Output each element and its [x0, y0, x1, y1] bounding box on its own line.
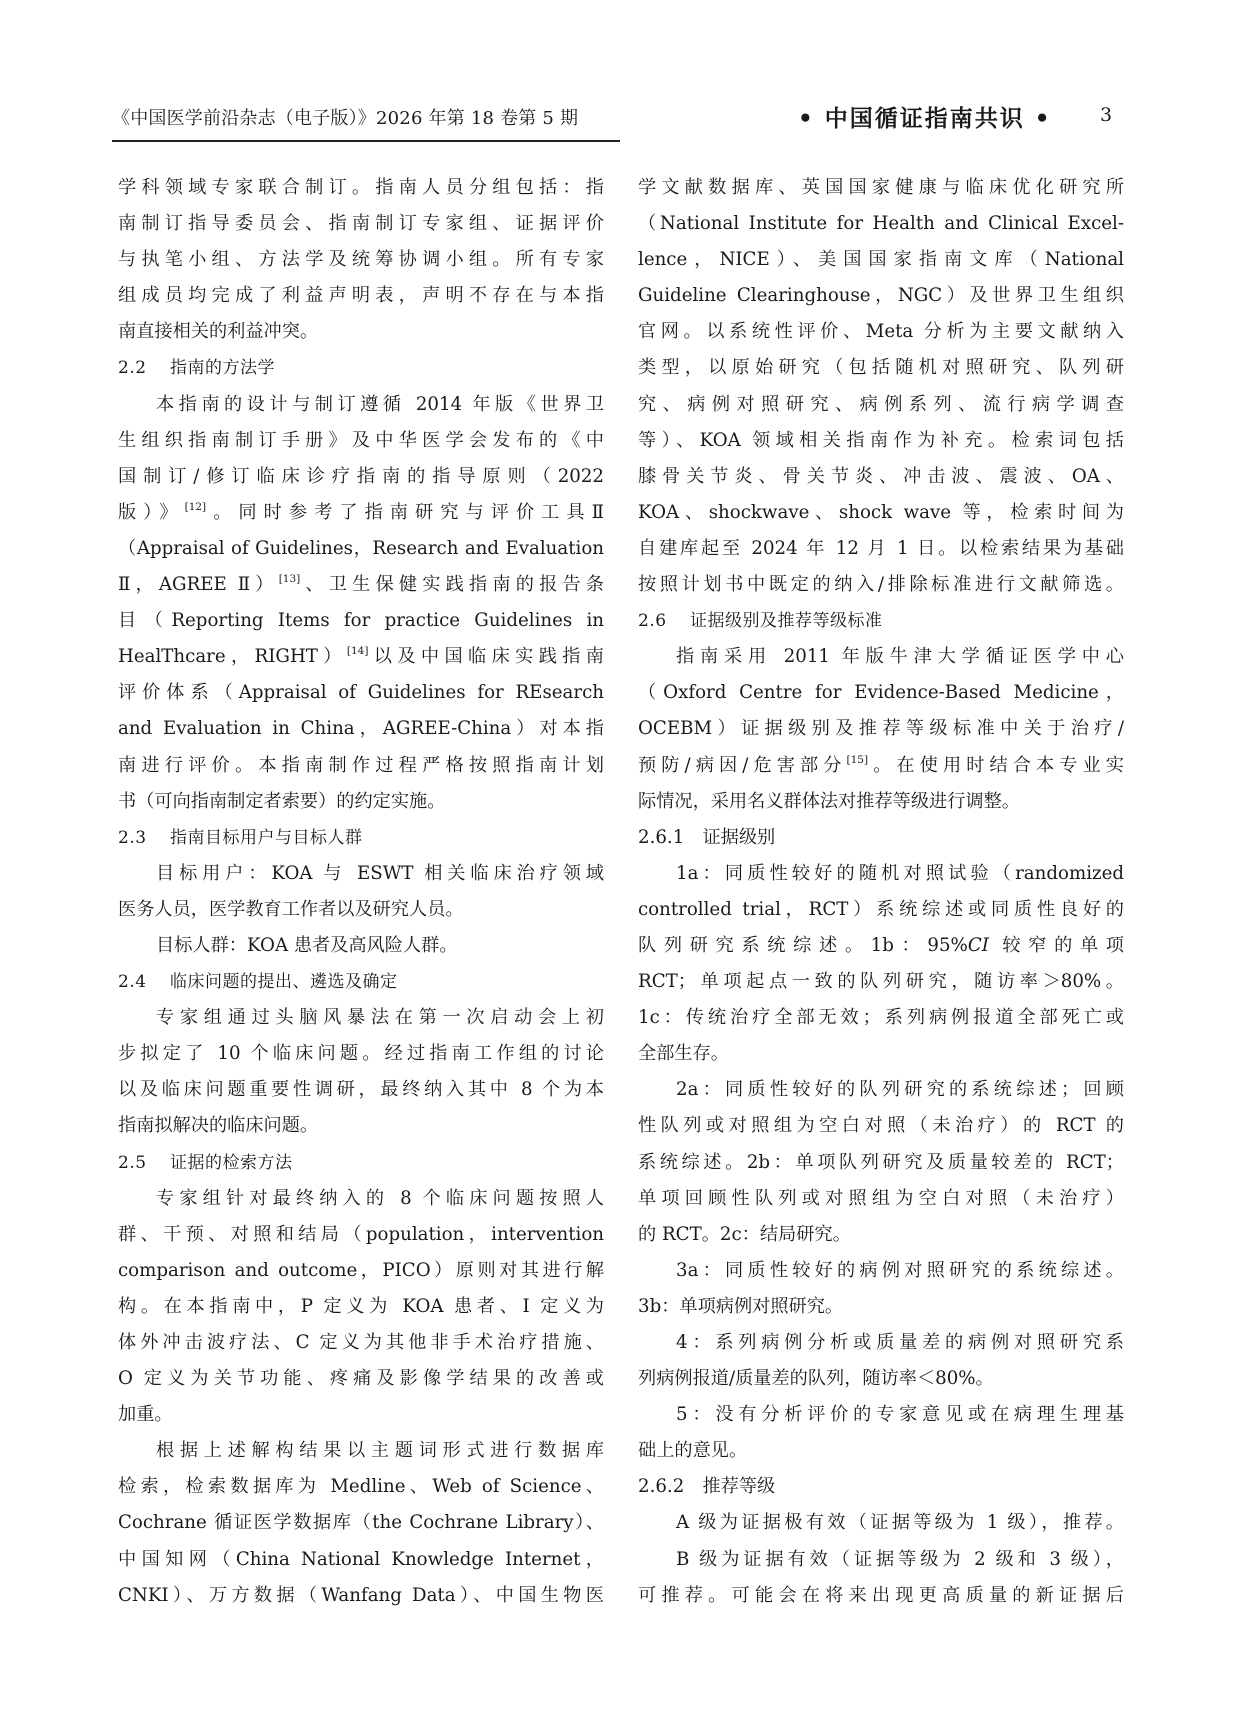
text-line — [638, 1181, 1124, 1217]
line-text: 加重。 — [118, 1404, 173, 1426]
text-line — [638, 459, 1124, 495]
line-text: 专家组通过头脑风暴法在第一次启动会上初 — [156, 1007, 604, 1029]
citation-reference: [13] — [278, 573, 301, 586]
text-line — [118, 1036, 604, 1072]
line-text: 根据上述解构结果以主题词形式进行数据库 — [156, 1440, 604, 1462]
line-text: （National Institute for Health and Clinical Excel- — [638, 213, 1124, 235]
text-line — [118, 784, 604, 820]
text-line — [638, 1578, 1124, 1614]
text-line — [638, 675, 1124, 711]
line-text: 生组织指南制订手册》及中华医学会发布的《中 — [118, 429, 604, 451]
section-number: 2.3 — [118, 827, 147, 848]
line-text: 学文献数据库、英国国家健康与临床优化研究所 — [638, 177, 1124, 198]
text-line — [638, 1217, 1124, 1253]
section-number: 2.6 — [638, 611, 667, 632]
line-text: 队列研究系统综述。1b：95% — [638, 934, 968, 956]
line-text: 可推荐。可能会在将来出现更高质量的新证据后 — [638, 1584, 1124, 1606]
line-text: controlled trial，RCT）系统综述或同质性良好的 — [638, 898, 1124, 920]
text-line — [638, 1433, 1124, 1469]
line-text: 类型，以原始研究（包括随机对照研究、队列研 — [638, 357, 1124, 379]
line-text: 书（可向指南制定者索要）的约定实施。 — [118, 790, 446, 812]
line-text: 的 RCT。2c：结局研究。 — [638, 1223, 851, 1245]
text-line — [118, 928, 604, 964]
text-line — [118, 1217, 604, 1253]
section-heading — [118, 350, 604, 386]
text-line — [638, 423, 1124, 459]
text-line — [638, 350, 1124, 386]
section-title: • 中国循证指南共识 • — [798, 106, 1052, 132]
line-text: 以及临床问题重要性调研，最终纳入其中 8 个为本 — [118, 1079, 604, 1101]
text-line — [638, 1145, 1124, 1181]
line-text: 性队列或对照组为空白对照（未治疗）的 RCT 的 — [638, 1115, 1124, 1137]
section-heading — [638, 603, 1124, 639]
line-text: Ⅱ，AGREE Ⅱ） — [118, 574, 279, 596]
text-line — [638, 170, 1124, 206]
line-text: comparison and outcome，PICO）原则对其进行解 — [118, 1259, 604, 1281]
text-line — [118, 1289, 604, 1325]
line-text: 评价体系（Appraisal of Guidelines for REsearch — [118, 682, 604, 704]
line-text: 按照计划书中既定的纳入/排除标准进行文献筛选。 — [638, 574, 1124, 596]
text-line — [118, 1505, 604, 1541]
text-line — [638, 820, 1124, 856]
line-text: 全部生存。 — [638, 1043, 729, 1065]
text-line — [118, 639, 604, 675]
text-line — [118, 567, 604, 603]
line-text: 中国知网（China National Knowledge Internet， — [118, 1548, 604, 1570]
line-text: 膝骨关节炎、骨关节炎、冲击波、震波、OA、 — [638, 465, 1124, 487]
section-heading — [118, 964, 604, 1000]
section-heading-text: 指南的方法学 — [170, 358, 275, 379]
section-heading-text: 证据级别及推荐等级标准 — [690, 611, 883, 632]
text-line — [118, 1469, 604, 1505]
text-line — [118, 603, 604, 639]
text-line — [638, 784, 1124, 820]
section-heading — [118, 1145, 604, 1181]
text-line — [118, 314, 604, 350]
line-text: 检索，检索数据库为 Medline、Web of Science、 — [118, 1476, 604, 1498]
line-text: 2a：同质性较好的队列研究的系统综述；回顾 — [676, 1079, 1124, 1101]
line-text-continued: 。同时参考了指南研究与评价工具Ⅱ — [206, 501, 604, 523]
text-line — [638, 1361, 1124, 1397]
line-text: 系统综述。2b：单项队列研究及质量较差的 RCT； — [638, 1151, 1124, 1173]
line-text-continued: 以及中国临床实践指南 — [368, 646, 604, 668]
text-line — [118, 387, 604, 423]
line-text: O 定义为关节功能、疼痛及影像学结果的改善或 — [118, 1368, 604, 1390]
line-text: 指南采用 2011 年版牛津大学循证医学中心 — [676, 646, 1124, 668]
line-text: 南直接相关的利益冲突。 — [118, 321, 319, 343]
text-line — [118, 1108, 604, 1144]
text-line — [638, 1253, 1124, 1289]
line-text-continued: 较窄的单项 — [988, 934, 1124, 956]
text-line — [638, 856, 1124, 892]
header-rule — [112, 140, 620, 142]
text-line — [638, 495, 1124, 531]
text-line — [118, 1433, 604, 1469]
line-text: lence，NICE）、美国国家指南文库（National — [638, 249, 1124, 271]
section-heading-text: 证据的检索方法 — [170, 1152, 293, 1173]
text-line — [118, 1253, 604, 1289]
line-text: KOA、shockwave、shock wave 等，检索时间为 — [638, 501, 1124, 523]
text-line — [118, 1325, 604, 1361]
line-text: 步拟定了 10 个临床问题。经过指南工作组的讨论 — [118, 1043, 604, 1065]
text-line — [118, 1397, 604, 1433]
line-text: CNKI）、万方数据（Wanfang Data）、中国生物医 — [118, 1584, 604, 1606]
line-text: 体外冲击波疗法、C 定义为其他非手术治疗措施、 — [118, 1332, 604, 1353]
text-line — [638, 1289, 1124, 1325]
line-text: 学科领域专家联合制订。指南人员分组包括：指 — [118, 177, 604, 198]
line-text: 官网。以系统性评价、Meta 分析为主要文献纳入 — [638, 321, 1124, 343]
section-number: 2.2 — [118, 358, 147, 379]
citation-reference: [12] — [184, 500, 207, 513]
line-text: 单项回顾性队列或对照组为空白对照（未治疗） — [638, 1187, 1124, 1209]
line-text: 专家组针对最终纳入的 8 个临床问题按照人 — [156, 1187, 604, 1209]
line-text: （Oxford Centre for Evidence-Based Medicine， — [638, 682, 1124, 704]
citation-reference: [14] — [346, 645, 369, 658]
text-line — [638, 1072, 1124, 1108]
line-text: 2.6.1 证据级别 — [638, 826, 776, 848]
text-line — [638, 1469, 1124, 1505]
text-line — [118, 278, 604, 314]
line-text: 群、干预、对照和结局（population，intervention — [118, 1223, 604, 1245]
text-line — [118, 675, 604, 711]
line-text-continued: 。在使用时结合本专业实 — [868, 754, 1124, 776]
text-line — [118, 1542, 604, 1578]
line-text: 本指南的设计与制订遵循 2014 年版《世界卫 — [156, 393, 604, 415]
line-text: 自建库起至 2024 年 12 月 1 日。以检索结果为基础 — [638, 537, 1124, 559]
line-text: 1a：同质性较好的随机对照试验（randomized — [676, 862, 1124, 884]
line-text: A 级为证据极有效（证据等级为 1 级），推荐。 — [676, 1512, 1124, 1534]
text-line — [638, 242, 1124, 278]
text-line — [638, 964, 1124, 1000]
line-text: B 级为证据有效（证据等级为 2 级和 3 级）， — [676, 1548, 1124, 1570]
line-text: 目（Reporting Items for practice Guidelines in — [118, 610, 604, 632]
line-text: 目标人群：KOA 患者及高风险人群。 — [156, 934, 458, 956]
citation-reference: [15] — [846, 753, 869, 766]
text-line — [118, 423, 604, 459]
text-line — [118, 206, 604, 242]
text-line — [118, 495, 604, 531]
right-column — [638, 170, 1124, 1614]
line-text: 2.6.2 推荐等级 — [638, 1476, 776, 1498]
line-text: 列病例报道/质量差的队列，随访率＜80%。 — [638, 1368, 994, 1390]
text-line — [118, 1000, 604, 1036]
text-line — [638, 1542, 1124, 1578]
text-line — [118, 748, 604, 784]
line-text: 等）、KOA 领域相关指南作为补充。检索词包括 — [638, 429, 1124, 451]
line-text: 际情况，采用名义群体法对推荐等级进行调整。 — [638, 790, 1020, 812]
line-text: 医务人员，医学教育工作者以及研究人员。 — [118, 898, 464, 920]
text-line — [638, 1108, 1124, 1144]
text-line — [638, 892, 1124, 928]
text-line — [638, 314, 1124, 350]
line-text: 1c：传统治疗全部无效；系列病例报道全部死亡或 — [638, 1007, 1124, 1029]
text-line — [118, 711, 604, 747]
text-line — [638, 1325, 1124, 1361]
line-text: 南进行评价。本指南制作过程严格按照指南计划 — [118, 754, 604, 776]
text-line — [638, 639, 1124, 675]
text-line — [118, 856, 604, 892]
text-line — [118, 1072, 604, 1108]
text-line — [118, 892, 604, 928]
text-line — [638, 531, 1124, 567]
text-line — [118, 459, 604, 495]
text-line — [118, 242, 604, 278]
line-text: 究、病例对照研究、病例系列、流行病学调查 — [638, 393, 1124, 415]
text-line — [638, 206, 1124, 242]
line-text-continued: 、卫生保健实践指南的报告条 — [300, 574, 604, 596]
line-text: 构。在本指南中，P 定义为 KOA 患者、I 定义为 — [118, 1295, 604, 1317]
line-text: 5：没有分析评价的专家意见或在病理生理基 — [676, 1404, 1124, 1426]
line-text: 预防/病因/危害部分 — [638, 754, 847, 776]
section-heading-text: 临床问题的提出、遴选及确定 — [170, 972, 398, 993]
line-text: 4：系列病例分析或质量差的病例对照研究系 — [676, 1332, 1124, 1353]
line-text: OCEBM）证据级别及推荐等级标准中关于治疗/ — [638, 718, 1124, 740]
text-line — [118, 1181, 604, 1217]
text-line — [638, 567, 1124, 603]
section-number: 2.5 — [118, 1152, 147, 1173]
text-line — [638, 711, 1124, 747]
line-text: 组成员均完成了利益声明表，声明不存在与本指 — [118, 285, 604, 307]
section-heading — [118, 820, 604, 856]
line-text: （Appraisal of Guidelines，Research and Evaluation — [118, 537, 604, 559]
text-line — [638, 748, 1124, 784]
text-line — [638, 1036, 1124, 1072]
line-text: 3a：同质性较好的病例对照研究的系统综述。 — [676, 1259, 1124, 1281]
line-text: 南制订指导委员会、指南制订专家组、证据评价 — [118, 213, 604, 235]
text-line — [638, 1397, 1124, 1433]
text-line — [638, 1000, 1124, 1036]
italic-term: CI — [967, 934, 989, 956]
line-text: HealThcare，RIGHT） — [118, 646, 347, 668]
line-text: 与执笔小组、方法学及统筹协调小组。所有专家 — [118, 249, 604, 271]
line-text: 版）》 — [118, 501, 185, 523]
running-header — [0, 0, 1241, 150]
line-text: and Evaluation in China，AGREE-China）对本指 — [118, 718, 604, 740]
text-line — [118, 531, 604, 567]
section-heading-text: 指南目标用户与目标人群 — [170, 827, 363, 848]
line-text: 指南拟解决的临床问题。 — [118, 1115, 319, 1137]
line-text: 目标用户：KOA 与 ESWT 相关临床治疗领域 — [156, 862, 604, 884]
text-line — [638, 1505, 1124, 1541]
line-text: Cochrane 循证医学数据库（the Cochrane Library）、 — [118, 1512, 604, 1534]
text-line — [638, 928, 1124, 964]
text-line — [118, 1361, 604, 1397]
line-text: 3b：单项病例对照研究。 — [638, 1295, 844, 1317]
journal-citation: 《中国医学前沿杂志（电子版）》2026 年第 18 卷第 5 期 — [112, 108, 579, 129]
text-line — [638, 278, 1124, 314]
left-column — [118, 170, 604, 1614]
text-line — [118, 1578, 604, 1614]
text-line — [118, 170, 604, 206]
line-text: 国制订/修订临床诊疗指南的指导原则（2022 — [118, 465, 604, 487]
line-text: Guideline Clearinghouse，NGC）及世界卫生组织 — [638, 285, 1124, 307]
line-text: 础上的意见。 — [638, 1440, 748, 1462]
line-text: RCT；单项起点一致的队列研究，随访率＞80%。 — [638, 971, 1124, 993]
section-number: 2.4 — [118, 972, 147, 993]
text-line — [638, 387, 1124, 423]
page-number: 3 — [1100, 104, 1113, 126]
